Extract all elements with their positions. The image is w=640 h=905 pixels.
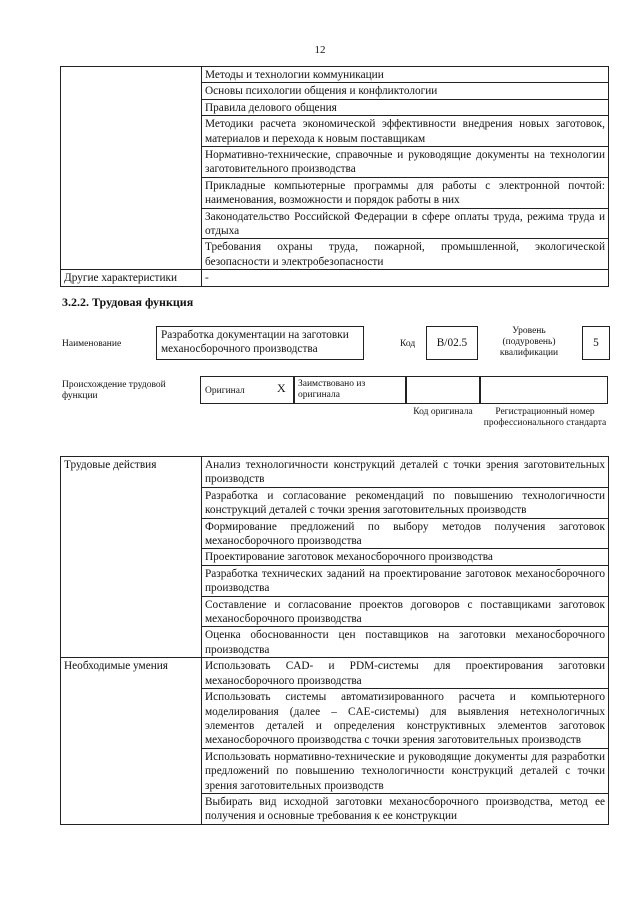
other-characteristics-label: Другие характеристики <box>61 270 202 286</box>
required-skill-item: Выбирать вид исходной заготовки механосборочного производства, метод ее получения и основные требования к ее конструкции <box>202 793 609 824</box>
labor-action-item: Формирование предложений по выбору методов получения заготовок механосборочного производства <box>202 518 609 549</box>
original-label: Оригинал <box>205 386 245 396</box>
knowledge-item: Методики расчета экономической эффективности внедрения новых заготовок, материалов и перехода к новым поставщикам <box>202 116 609 147</box>
table-row <box>61 270 609 286</box>
origin-label: Происхождение трудовой функции <box>62 380 166 401</box>
registration-caption: Регистрационный номер профессионального стандарта <box>483 407 607 428</box>
table-row <box>61 457 609 488</box>
required-skills-label: Необходимые умения <box>61 658 202 824</box>
registration-number-box <box>480 376 608 404</box>
original-box <box>200 376 294 404</box>
labor-action-item: Оценка обоснованности цен поставщиков на заготовки механосборочного производства <box>202 627 609 658</box>
code-label: Код <box>400 339 416 349</box>
section-heading: 3.2.2. Трудовая функция <box>62 295 194 309</box>
required-skill-item: Использовать CAD- и PDM-системы для проектирования заготовки механосборочного производства <box>202 658 609 689</box>
knowledge-table <box>60 66 609 287</box>
level-box: 5 <box>582 326 610 360</box>
function-name-box: Разработка документации на заготовки механосборочного производства <box>156 326 364 360</box>
knowledge-item: Законодательство Российской Федерации в сфере оплаты труда, режима труда и отдыха <box>202 208 609 239</box>
function-details-table <box>60 456 609 825</box>
labor-action-item: Составление и согласование проектов договоров с поставщиками заготовок механосборочного производства <box>202 596 609 627</box>
labor-action-item: Проектирование заготовок механосборочного производства <box>202 549 609 565</box>
knowledge-item: Требования охраны труда, пожарной, промышленной, экологической безопасности и электробезопасности <box>202 239 609 270</box>
other-characteristics-value: - <box>202 270 609 286</box>
table-row <box>61 658 609 689</box>
knowledge-item: Правила делового общения <box>202 99 609 115</box>
original-code-box <box>406 376 480 404</box>
required-skill-item: Использовать системы автоматизированного расчета и компьютерного моделирования (далее – CAE-системы) для выявления нетехнологичных элементов деталей и определения конструктивных элементов заготовок механосборочного производства с точки зрения заготовительных производств <box>202 689 609 749</box>
name-label: Наименование <box>62 339 122 349</box>
borrowed-box <box>294 376 406 404</box>
level-label: Уровень (подуровень) квалификации <box>499 326 559 358</box>
knowledge-item: Основы психологии общения и конфликтологии <box>202 83 609 99</box>
labor-action-item: Анализ технологичности конструкций деталей с точки зрения заготовительных производств <box>202 457 609 488</box>
knowledge-item: Прикладные компьютерные программы для работы с электронной почтой: наименования, возможности и порядок работы в них <box>202 177 609 208</box>
knowledge-label-cell <box>61 67 202 270</box>
page-number: 12 <box>314 44 326 56</box>
function-code-box: В/02.5 <box>426 326 478 360</box>
original-code-caption: Код оригинала <box>413 407 473 417</box>
borrowed-label: Заимствовано из оригинала <box>298 379 366 400</box>
required-skill-item: Использовать нормативно-технические и руководящие документы для разработки предложений по повышению технологичности конструкций деталей с точки зрения заготовительных производств <box>202 748 609 793</box>
labor-action-item: Разработка технических заданий на проектирование заготовок механосборочного производства <box>202 565 609 596</box>
labor-action-item: Разработка и согласование рекомендаций по повышению технологичности конструкций деталей с точки зрения заготовительных производств <box>202 487 609 518</box>
knowledge-item: Нормативно-технические, справочные и руководящие документы на технологии заготовительного производства <box>202 147 609 178</box>
knowledge-item: Методы и технологии коммуникации <box>202 67 609 83</box>
labor-actions-label: Трудовые действия <box>61 457 202 658</box>
original-mark: X <box>277 381 286 395</box>
table-row <box>61 67 609 83</box>
